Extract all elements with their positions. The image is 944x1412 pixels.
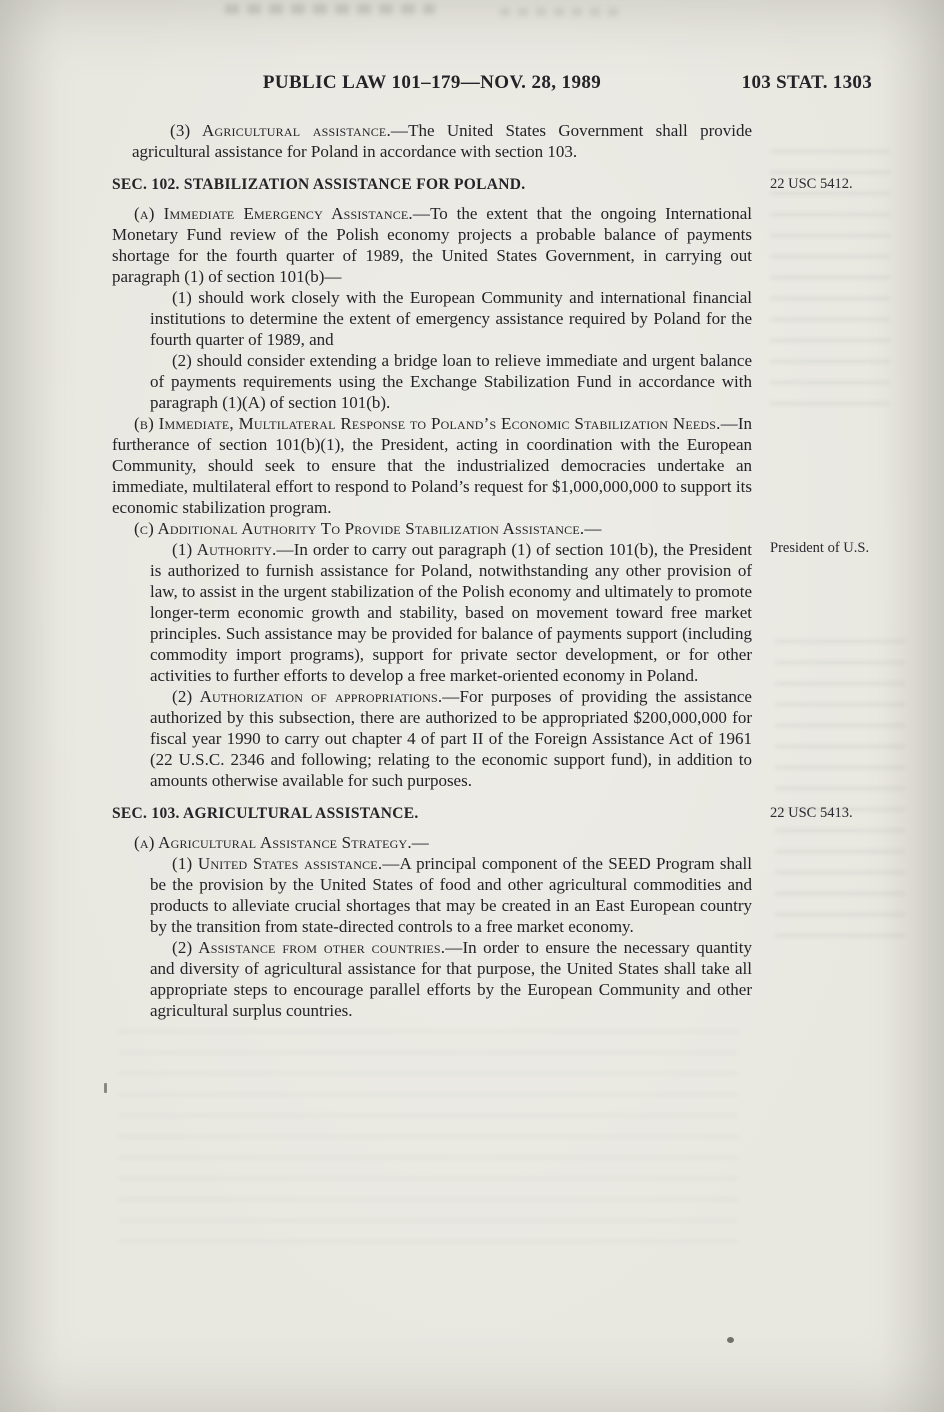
document-body <box>112 120 870 1021</box>
margin-note: 22 USC 5413. <box>770 805 853 821</box>
paragraph-lead: (c) Additional Authority To Provide Stabilization Assistance.— <box>134 519 602 538</box>
paragraph-lead: (a) Immediate Emergency Assistance.— <box>134 204 431 223</box>
running-head-title: PUBLIC LAW 101–179—NOV. 28, 1989 <box>262 72 602 93</box>
paragraph-lead: (a) Agricultural Assistance Strategy.— <box>134 833 429 852</box>
statute-paragraph: (2) Authorization of appropriations.—For purposes of providing the assistance authorized by this subsection, there are authorized to be appropriated $200,000,000 for fiscal year 1990 to carry out chapter 4 of part II of the Foreign Assistance Act of 1961 (22 U.S.C. 2346 and following; relating to the economic support fund), in addition to amounts otherwise available for such purposes. <box>150 687 752 790</box>
statute-paragraph: (1) United States assistance.—A principal component of the SEED Program shall be the provision by the United States of food and other agricultural commodities and products to alleviate crucial shortages that may be created in an East European country by the transition from state-directed controls to a free market economy. <box>150 854 752 936</box>
paragraph-lead: (2) Authorization of appropriations.— <box>172 687 460 706</box>
scan-mark <box>104 1083 107 1093</box>
paragraph-lead: (1) United States assistance.— <box>172 854 400 873</box>
scan-artifact <box>225 4 435 14</box>
scan-bleedthrough <box>775 640 905 940</box>
statute-paragraph <box>112 518 752 539</box>
scan-artifact <box>500 8 620 16</box>
scan-bleedthrough <box>118 1030 738 1260</box>
paragraph-lead: (1) Authority.— <box>172 540 294 559</box>
statute-paragraph: (a) Immediate Emergency Assistance.—To the extent that the ongoing International Monetary Fund review of the Polish economy projects a probable balance of payments shortage for the fourth quarter of 1989, the United States Government, in carrying out paragraph (1) of section 101(b)— <box>112 204 752 286</box>
margin-note: 22 USC 5412. <box>770 176 853 192</box>
page-header <box>0 72 944 98</box>
statute-paragraph: (2) Assistance from other countries.—In order to ensure the necessary quantity and diversity of agricultural assistance for that purpose, the United States shall take all appropriate steps to encourage parallel efforts by the European Community and other agricultural surplus countries. <box>150 938 752 1020</box>
statute-paragraph: (b) Immediate, Multilateral Response to Poland’s Economic Stabilization Needs.—In furtherance of section 101(b)(1), the President, acting in coordination with the European Community, should seek to ensure that the industrialized democracies undertake an immediate, multilateral effort to respond to Poland’s request for $1,000,000,000 to support its economic stabilization program. <box>112 414 752 517</box>
statute-paragraph: (2) should consider extending a bridge loan to relieve immediate and urgent balance of payments requirements using the Exchange Stabilization Fund in accordance with paragraph (1)(A) of section 101(b). <box>150 351 752 412</box>
section-heading: SEC. 102. STABILIZATION ASSISTANCE FOR POLAND. 22 USC 5412. <box>112 175 752 194</box>
scan-speck <box>727 1337 734 1343</box>
statute-paragraph <box>112 832 752 853</box>
paragraph-lead: (b) Immediate, Multilateral Response to Poland’s Economic Stabilization Needs.— <box>134 414 738 433</box>
paragraph-lead: (2) Assistance from other countries.— <box>172 938 463 957</box>
margin-note: President of U.S. <box>770 540 870 556</box>
statute-paragraph: (1) should work closely with the European Community and international financial institutions to determine the extent of emergency assistance required by Poland for the fourth quarter of 1989, and <box>150 288 752 349</box>
paragraph-lead: (3) Agricultural assistance.— <box>170 121 409 140</box>
statute-paragraph: (3) Agricultural assistance.—The United States Government shall provide agricultural assistance for Poland in accordance with section 103. <box>132 121 752 161</box>
statute-paragraph: (1) Authority.—In order to carry out paragraph (1) of section 101(b), the President is authorized to furnish assistance for Poland, notwithstanding any other provision of law, to assist in the urgent stabilization of the Polish economy and ultimately to promote longer-term economic growth and stability, based on movement toward free market principles. Such assistance may be provided for balance of payments support (including commodity import programs), support for private sector development, or for other activities to further efforts to develop a free market-oriented economy in Poland. President of U.S. <box>150 539 752 686</box>
running-head-stat-number: 103 STAT. 1303 <box>741 72 872 93</box>
section-heading: SEC. 103. AGRICULTURAL ASSISTANCE. 22 USC 5413. <box>112 804 752 823</box>
